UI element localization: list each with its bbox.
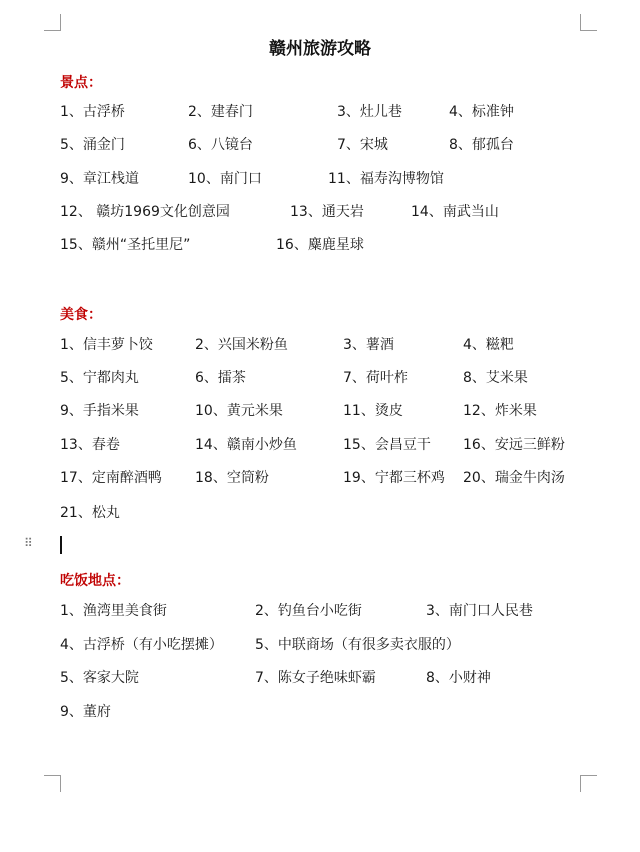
list-item: 5、宁都肉丸 [60, 370, 139, 386]
list-item: 17、定南醉酒鸭 [60, 470, 162, 486]
list-item: 6、八镜台 [188, 137, 253, 153]
list-item: 12、炸米果 [463, 403, 537, 419]
list-item: 19、宁都三杯鸡 [343, 470, 445, 486]
list-item: 4、古浮桥（有小吃摆摊） [60, 637, 223, 653]
text-cursor [60, 536, 62, 554]
corner-mark-bottom-left [44, 775, 61, 792]
list-item: 1、信丰萝卜饺 [60, 337, 153, 353]
list-item: 5、中联商场（有很多卖衣服的） [255, 637, 460, 653]
list-item: 13、通天岩 [290, 204, 364, 220]
document-title: 赣州旅游攻略 [269, 39, 371, 59]
list-item: 8、郁孤台 [449, 137, 514, 153]
list-item: 5、涌金门 [60, 137, 125, 153]
list-item: 9、董府 [60, 704, 111, 720]
list-item: 15、会昌豆干 [343, 437, 431, 453]
list-item: 1、渔湾里美食街 [60, 603, 167, 619]
corner-mark-bottom-right [580, 775, 597, 792]
list-item: 10、南门口 [188, 171, 262, 187]
list-item: 4、糍粑 [463, 337, 514, 353]
list-item: 14、南武当山 [411, 204, 499, 220]
section-heading-food: 美食： [60, 307, 102, 323]
list-item: 18、空筒粉 [195, 470, 269, 486]
list-item: 8、小财神 [426, 670, 491, 686]
list-item: 5、客家大院 [60, 670, 139, 686]
list-item: 2、兴国米粉鱼 [195, 337, 288, 353]
list-item: 11、福寿沟博物馆 [328, 171, 444, 187]
list-item: 7、荷叶柞 [343, 370, 408, 386]
section-heading-eating-places: 吃饭地点： [60, 573, 130, 589]
list-item: 12、 赣坊1969文化创意园 [60, 204, 230, 220]
list-item: 1、古浮桥 [60, 104, 125, 120]
list-item: 7、陈女子绝味虾霸 [255, 670, 376, 686]
list-item: 9、手指米果 [60, 403, 139, 419]
list-item: 13、春卷 [60, 437, 120, 453]
list-item: 11、烫皮 [343, 403, 403, 419]
list-item: 7、宋城 [337, 137, 388, 153]
list-item: 3、南门口人民巷 [426, 603, 533, 619]
list-item: 16、麋鹿星球 [276, 237, 364, 253]
list-item: 6、擂茶 [195, 370, 246, 386]
drag-handle-icon[interactable]: ⠿ [24, 536, 33, 550]
corner-mark-top-left [44, 14, 61, 31]
list-item: 9、章江栈道 [60, 171, 139, 187]
list-item: 20、瑞金牛肉汤 [463, 470, 565, 486]
list-item: 21、松丸 [60, 505, 120, 521]
list-item: 2、钓鱼台小吃街 [255, 603, 362, 619]
corner-mark-top-right [580, 14, 597, 31]
list-item: 4、标准钟 [449, 104, 514, 120]
list-item: 2、建春门 [188, 104, 253, 120]
list-item: 3、灶儿巷 [337, 104, 402, 120]
list-item: 16、安远三鲜粉 [463, 437, 565, 453]
list-item: 8、艾米果 [463, 370, 528, 386]
list-item: 15、赣州“圣托里尼” [60, 237, 191, 253]
section-heading-attractions: 景点： [60, 75, 102, 91]
list-item: 10、黄元米果 [195, 403, 283, 419]
list-item: 3、薯酒 [343, 337, 394, 353]
list-item: 14、赣南小炒鱼 [195, 437, 297, 453]
